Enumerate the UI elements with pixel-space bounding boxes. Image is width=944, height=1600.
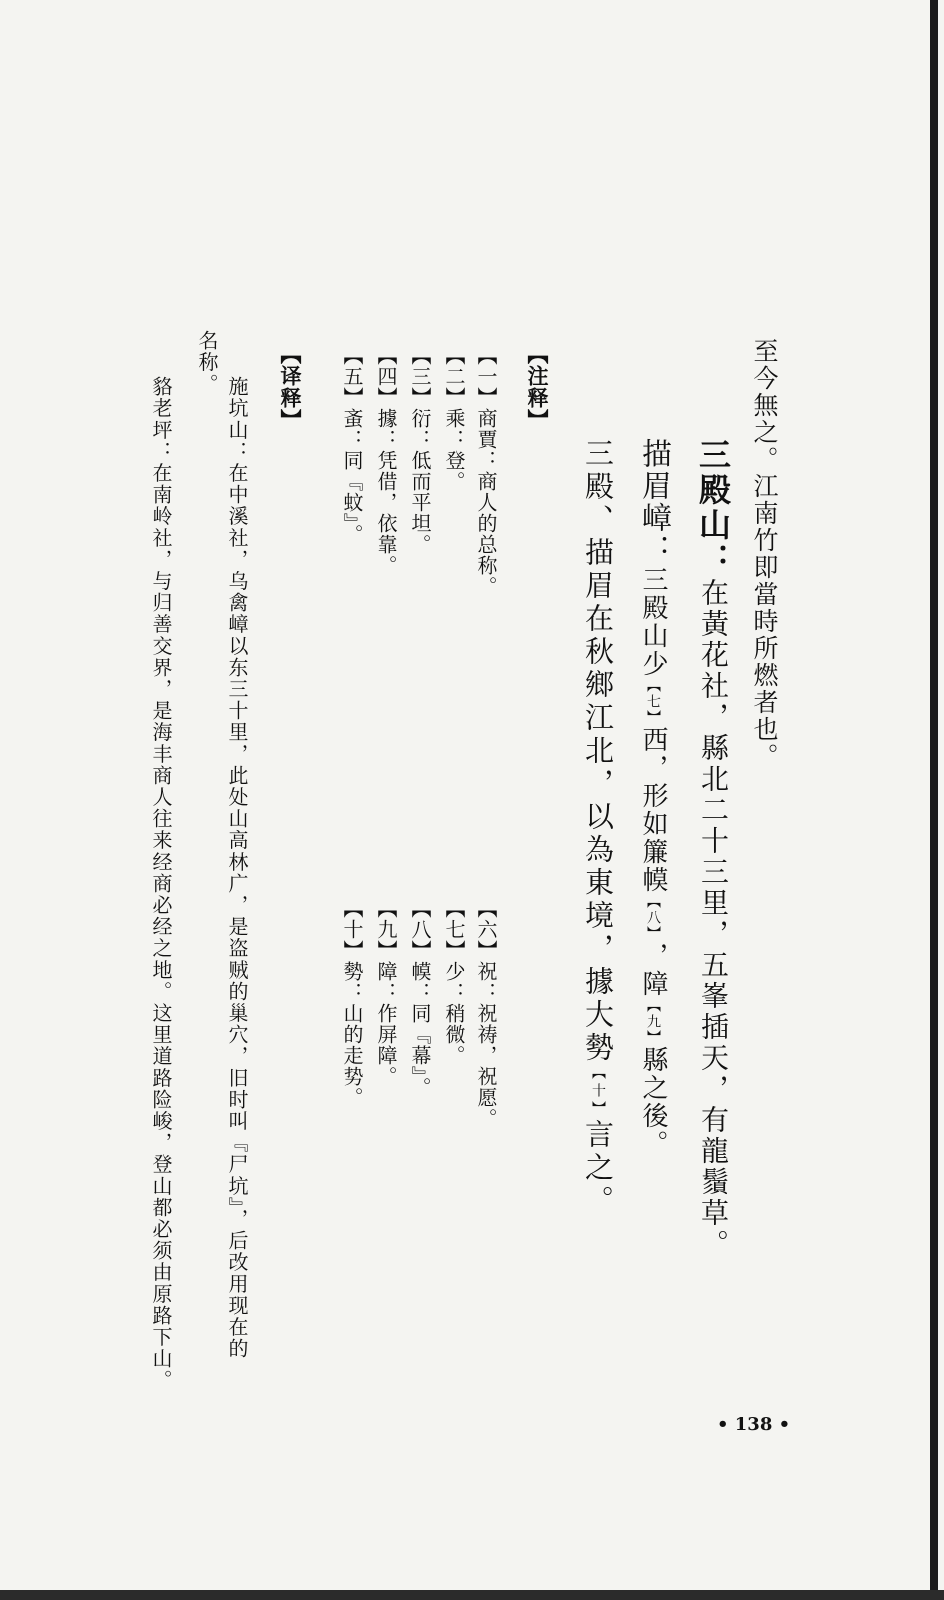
translation-para-1-line-2: 名称。 [195, 330, 219, 395]
note-item-9: 【九】障：作屏障。 [374, 898, 398, 1087]
sandian-text: 在黃花社，縣北二十三里，五峯插天，有龍鬚草。 [697, 578, 730, 1260]
notes-heading: 【注释】 [525, 343, 550, 431]
note-item-2: 【二】乘：登。 [442, 345, 466, 492]
page-number: • 138 • [717, 1414, 791, 1435]
note-marker-10: 【十】 [590, 1065, 606, 1119]
note-marker-8: 【八】 [645, 894, 661, 942]
miaomei-part-1: 三殿山少 [638, 566, 668, 678]
translation-heading: 【译释】 [278, 343, 303, 431]
miaomei-part-4: 縣之後。 [638, 1046, 668, 1158]
note-item-1: 【一】商賈：商人的总称。 [474, 345, 498, 597]
miaomei-label: 描眉嶂： [636, 438, 671, 566]
note-marker-9: 【九】 [645, 998, 661, 1046]
source-summary [581, 438, 615, 1218]
note-item-3: 【三】衍：低而平坦。 [408, 345, 432, 555]
page-frame-edge [930, 0, 938, 1600]
source-line-1: 至今無之。江南竹即當時所燃者也。 [750, 338, 779, 770]
summary-part-1: 三殿、描眉在秋鄉江北，以為東境，據大勢 [581, 438, 615, 1065]
note-item-5: 【五】蚉：同『蚊』。 [340, 345, 364, 545]
translation-para-1-line-1: 施坑山：在中溪社，乌禽嶂以东三十里，此处山高林广，是盗贼的巢穴，旧时叫『尸坑』，后改用现在的 [225, 376, 249, 1360]
miaomei-part-2: 西，形如簾幙 [638, 726, 668, 894]
note-item-10: 【十】勢：山的走势。 [340, 898, 364, 1108]
note-item-7: 【七】少：稍微。 [442, 898, 466, 1066]
sandian-label: 三殿山： [694, 438, 732, 578]
note-marker-7: 【七】 [645, 678, 661, 726]
summary-part-2: 言之。 [581, 1119, 615, 1218]
translation-para-2: 貉老坪：在南岭社，与归善交界，是海丰商人往来经商必经之地。这里道路险峻，登山都必须由原路下山。 [149, 376, 173, 1392]
note-item-4: 【四】據：凭借，依靠。 [374, 345, 398, 576]
source-entry-miaomei [636, 438, 671, 1158]
scan-bottom-edge [0, 1590, 944, 1600]
note-item-8: 【八】幙：同『幕』。 [408, 898, 432, 1098]
source-entry-sandian [694, 438, 732, 1260]
note-item-6: 【六】祝：祝祷，祝愿。 [474, 898, 498, 1129]
miaomei-part-3: ，障 [638, 942, 668, 998]
